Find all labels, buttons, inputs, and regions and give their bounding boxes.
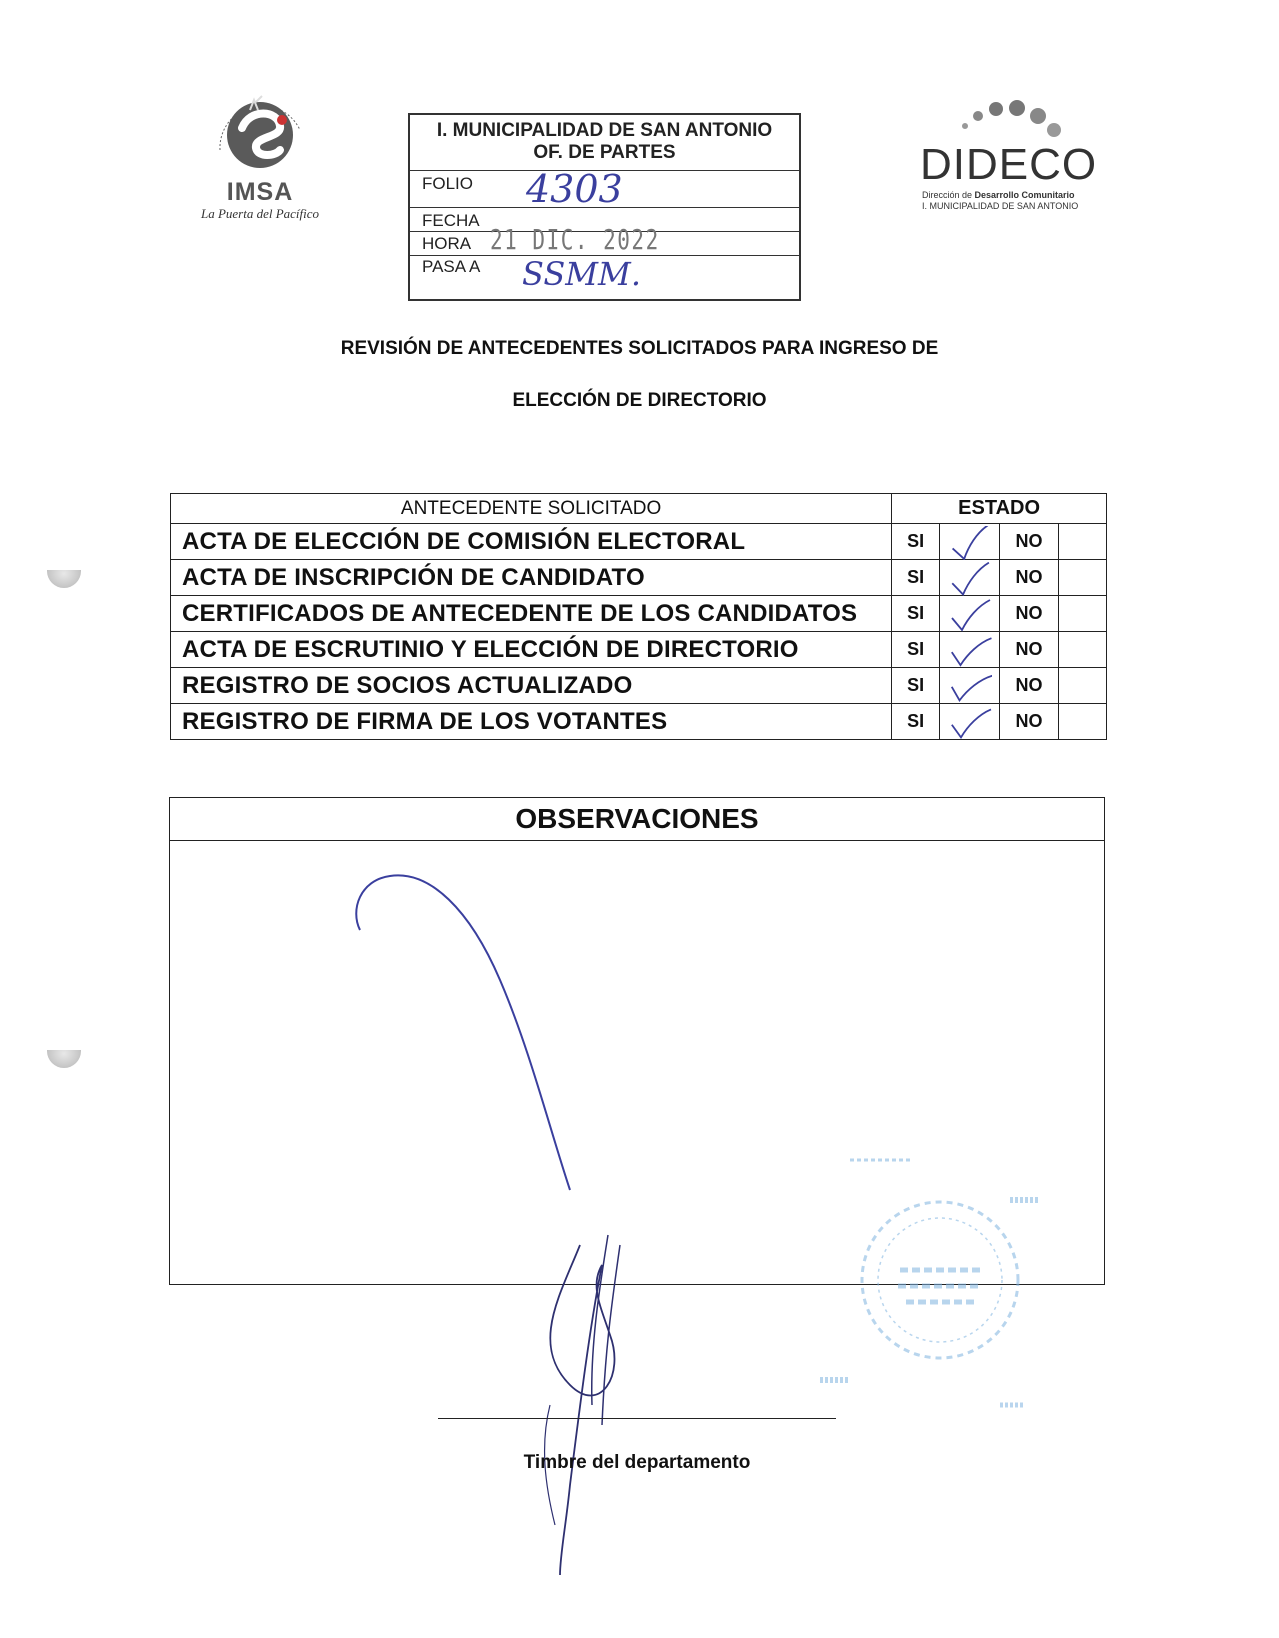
document-title-line1: REVISIÓN DE ANTECEDENTES SOLICITADOS PARA INGRESO DE xyxy=(340,338,939,359)
signature-line xyxy=(438,1418,836,1419)
signature-label: Timbre del departamento xyxy=(523,1452,751,1473)
checkmark-icon xyxy=(948,670,992,704)
no-label: NO xyxy=(1000,596,1059,632)
folio-label: FOLIO xyxy=(422,174,474,193)
checkmark-icon xyxy=(948,526,992,560)
document-title-line2: ELECCIÓN DE DIRECTORIO xyxy=(512,390,767,411)
dideco-logo xyxy=(920,100,1100,210)
dideco-name: DIDECO xyxy=(920,140,1098,189)
observations-heading: OBSERVACIONES xyxy=(170,798,1104,841)
col-header-estado: ESTADO xyxy=(892,494,1107,524)
col-header-item: ANTECEDENTE SOLICITADO xyxy=(171,494,892,524)
pasa-a-value: SSMM. xyxy=(522,255,641,293)
office-stamp-title-line1: I. MUNICIPALIDAD DE SAN ANTONIO xyxy=(436,120,773,141)
table-row xyxy=(171,524,1107,560)
checkmark-icon xyxy=(948,706,992,740)
no-label: NO xyxy=(1000,632,1059,668)
no-checkbox[interactable] xyxy=(1059,668,1107,704)
row-item-label: ACTA DE ESCRUTINIO Y ELECCIÓN DE DIRECTORIO xyxy=(171,632,892,668)
dideco-dots-icon xyxy=(920,100,1100,145)
binder-hole xyxy=(47,570,81,588)
checkmark-icon xyxy=(948,634,992,668)
table-row xyxy=(171,632,1107,668)
si-label: SI xyxy=(892,668,940,704)
no-label: NO xyxy=(1000,560,1059,596)
table-row xyxy=(171,668,1107,704)
si-label: SI xyxy=(892,560,940,596)
dideco-subtitle-bold: Desarrollo Comunitario xyxy=(974,190,1075,200)
si-label: SI xyxy=(892,704,940,740)
department-seal-icon xyxy=(820,1150,1060,1410)
no-label: NO xyxy=(1000,704,1059,740)
dideco-subtitle-line1 xyxy=(922,190,1075,200)
table-row xyxy=(171,704,1107,740)
si-checkbox[interactable] xyxy=(940,560,1000,596)
office-stamp xyxy=(408,113,801,301)
row-item-label: REGISTRO DE SOCIOS ACTUALIZADO xyxy=(171,668,892,704)
signature-icon xyxy=(530,1225,670,1585)
row-item-label: ACTA DE INSCRIPCIÓN DE CANDIDATO xyxy=(171,560,892,596)
pasa-a-label: PASA A xyxy=(422,257,481,276)
si-label: SI xyxy=(892,596,940,632)
fecha-label: FECHA xyxy=(422,211,480,230)
divider xyxy=(410,207,799,208)
no-checkbox[interactable] xyxy=(1059,596,1107,632)
no-checkbox[interactable] xyxy=(1059,524,1107,560)
imsa-emblem-icon xyxy=(180,90,340,180)
imsa-tagline: La Puerta del Pacífico xyxy=(200,206,320,221)
hora-label: HORA xyxy=(422,234,472,253)
date-stamp: 21 DIC. 2022 xyxy=(490,223,660,256)
si-checkbox[interactable] xyxy=(940,668,1000,704)
table-row xyxy=(171,596,1107,632)
si-label: SI xyxy=(892,524,940,560)
no-label: NO xyxy=(1000,524,1059,560)
dideco-subtitle-prefix: Dirección de xyxy=(922,190,975,200)
si-checkbox[interactable] xyxy=(940,524,1000,560)
no-label: NO xyxy=(1000,668,1059,704)
dideco-subtitle-line2: I. MUNICIPALIDAD DE SAN ANTONIO xyxy=(922,201,1079,211)
no-checkbox[interactable] xyxy=(1059,632,1107,668)
table-body xyxy=(171,524,1107,740)
no-checkbox[interactable] xyxy=(1059,560,1107,596)
si-checkbox[interactable] xyxy=(940,704,1000,740)
checkmark-icon xyxy=(948,598,992,632)
checkmark-icon xyxy=(948,562,992,596)
row-item-label: REGISTRO DE FIRMA DE LOS VOTANTES xyxy=(171,704,892,740)
row-item-label: CERTIFICADOS DE ANTECEDENTE DE LOS CANDIDATOS xyxy=(171,596,892,632)
table-row xyxy=(171,560,1107,596)
office-stamp-title-line2: OF. DE PARTES xyxy=(533,142,676,163)
folio-value: 4303 xyxy=(526,167,623,211)
no-checkbox[interactable] xyxy=(1059,704,1107,740)
si-checkbox[interactable] xyxy=(940,632,1000,668)
office-stamp-title xyxy=(410,120,799,164)
row-item-label: ACTA DE ELECCIÓN DE COMISIÓN ELECTORAL xyxy=(171,524,892,560)
imsa-logo xyxy=(180,90,340,230)
observation-scribble-icon xyxy=(350,870,590,1210)
si-label: SI xyxy=(892,632,940,668)
imsa-name: IMSA xyxy=(226,178,294,206)
table-header-row xyxy=(171,494,1107,524)
requirements-table xyxy=(170,493,1107,740)
si-checkbox[interactable] xyxy=(940,596,1000,632)
binder-hole xyxy=(47,1050,81,1068)
